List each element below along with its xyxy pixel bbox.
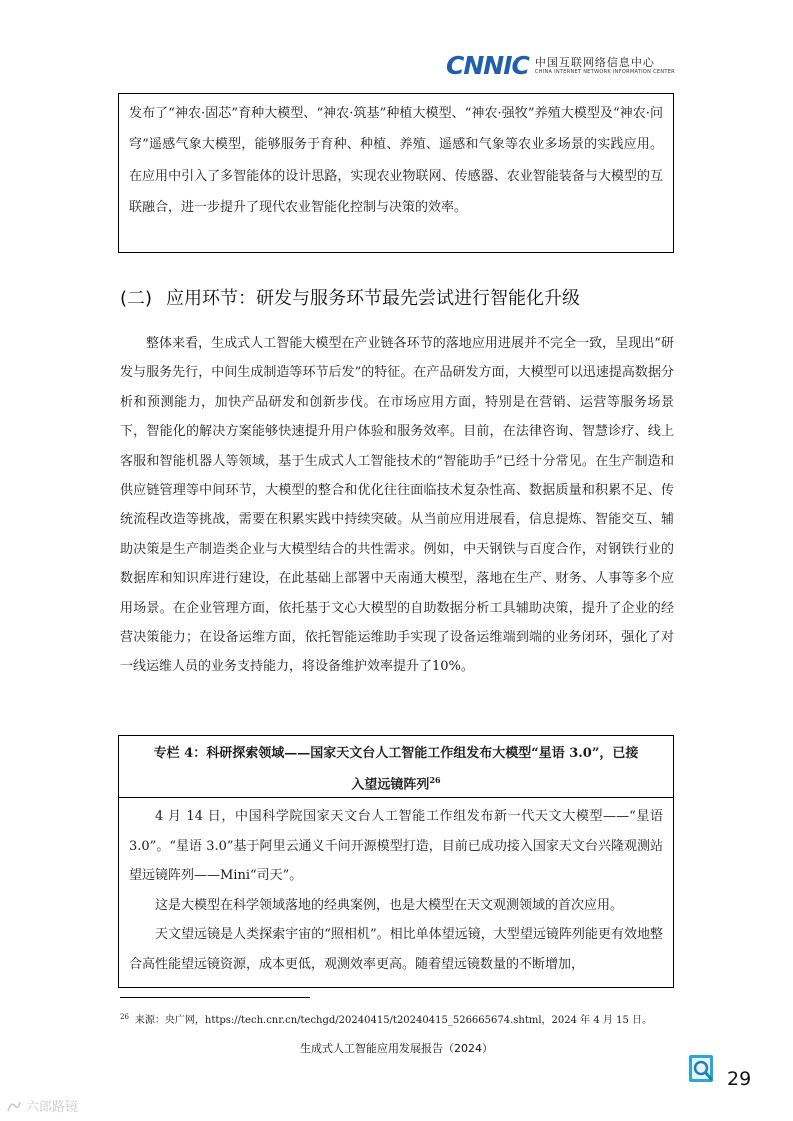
body-paragraph: 整体来看，生成式人工智能大模型在产业链各环节的落地应用进展并不完全一致，呈现出“研发与服务先行，中间生成制造等环节后发”的特征。在产品研发方面，大模型可以迅速提高数据分析和预测能力，加快产品研发和创新步伐。在市场应用方面，特别是在营销、运营等服务场景下，智能化的解决方案能够快速提升用户体验和服务效率。目前，在法律咨询、智慧诊疗、线上客服和智能机器人等领域，基于生成式人工智能技术的“智能助手”已经十分常见。在生产制造和供应链管理等中间环节，大模型的整合和优化往往面临技术复杂性高、数据质量和积累不足、传统流程改造等挑战，需要在积累实践中持续突破。从当前应用进展看，信息提炼、智能交互、辅助决策是生产制造类企业与大模型结合的共性需求。例如，中天钢铁与百度合作，对钢铁行业的数据库和知识库进行建设，在此基础上部署中天南通大模型，落地在生产、财务、人事等多个应用场景。在企业管理方面，依托基于文心大模型的自助数据分析工具辅助决策，提升了企业的经营决策能力；在设备运维方面，依托智能运维助手实现了设备运维端到端的业务闭环，强化了对一线运维人员的业务支持能力，将设备维护效率提升了10%。 <box>120 336 674 675</box>
watermark-icon <box>6 1099 22 1113</box>
column-paragraph-2: 这是大模型在科学领域落地的经典案例，也是大模型在天文观测领域的首次应用。 <box>155 897 624 913</box>
column-title-line2 <box>119 767 673 798</box>
logo-english-name: CHINA INTERNET NETWORK INFORMATION CENTER <box>534 69 675 75</box>
column-box-4 <box>118 735 674 988</box>
section-title: 应用环节：研发与服务环节最先尝试进行智能化升级 <box>166 288 581 309</box>
logo-chinese-name: 中国互联网络信息中心 <box>534 56 655 69</box>
section-number: (二) <box>120 288 153 309</box>
footnote <box>120 1011 652 1026</box>
watermark-text: 六郎路镜 <box>26 1100 79 1115</box>
body-text <box>120 329 674 682</box>
column-title-text: 入望远镜阵列 <box>351 777 430 793</box>
case-box-text: 发布了“神农·固芯”育种大模型、“神农·筑基”种植大模型、“神农·强牧”养殖大模型及“神农·问穹”遥感气象大模型，能够服务于育种、种植、养殖、遥感和气象等农业多场景的实践应用。在应用中引入了多智能体的设计思路，实现农业物联网、传感器、农业智能装备与大模型的互联融合，进一步提升了现代农业智能化控制与决策的效率。 <box>129 106 663 215</box>
continued-case-box <box>118 93 674 253</box>
logo-mark: CNNIC <box>446 51 529 80</box>
footnote-ref-marker[interactable]: 26 <box>429 775 441 785</box>
section-heading <box>120 284 580 310</box>
footnote-number: 26 <box>120 1012 129 1021</box>
column-box-body <box>119 798 673 979</box>
watermark <box>6 1096 78 1115</box>
report-footer-title: 生成式人工智能应用发展报告（2024） <box>300 1042 493 1055</box>
cnnic-logo <box>446 52 675 80</box>
footnote-divider <box>120 997 310 998</box>
column-box-title <box>119 736 673 798</box>
report-page-icon <box>688 1054 716 1084</box>
page-number: 29 <box>727 1068 752 1090</box>
column-paragraph-3: 天文望远镜是人类探索宇宙的“照相机”。相比单体望远镜，大型望远镜阵列能更有效地整合高性能望远镜资源，成本更低，观测效率更高。随着望远镜数量的不断增加， <box>129 927 663 972</box>
column-paragraph-1: 4 月 14 日，中国科学院国家天文台人工智能工作组发布新一代天文大模型——“星语 3.0”。“星语 3.0”基于阿里云通义千问开源模型打造，目前已成功接入国家天文台兴隆观测站望远镜阵列——Mini“司天”。 <box>129 809 663 883</box>
footnote-text: 来源：央广网，https://tech.cnr.cn/techgd/20240415/t20240415_526665674.shtml，2024 年 4 月 15 日。 <box>134 1015 652 1026</box>
logo-text <box>535 56 675 76</box>
column-title-line1: 专栏 4：科研探索领域——国家天文台人工智能工作组发布大模型“星语 3.0”，已接 <box>153 746 639 761</box>
